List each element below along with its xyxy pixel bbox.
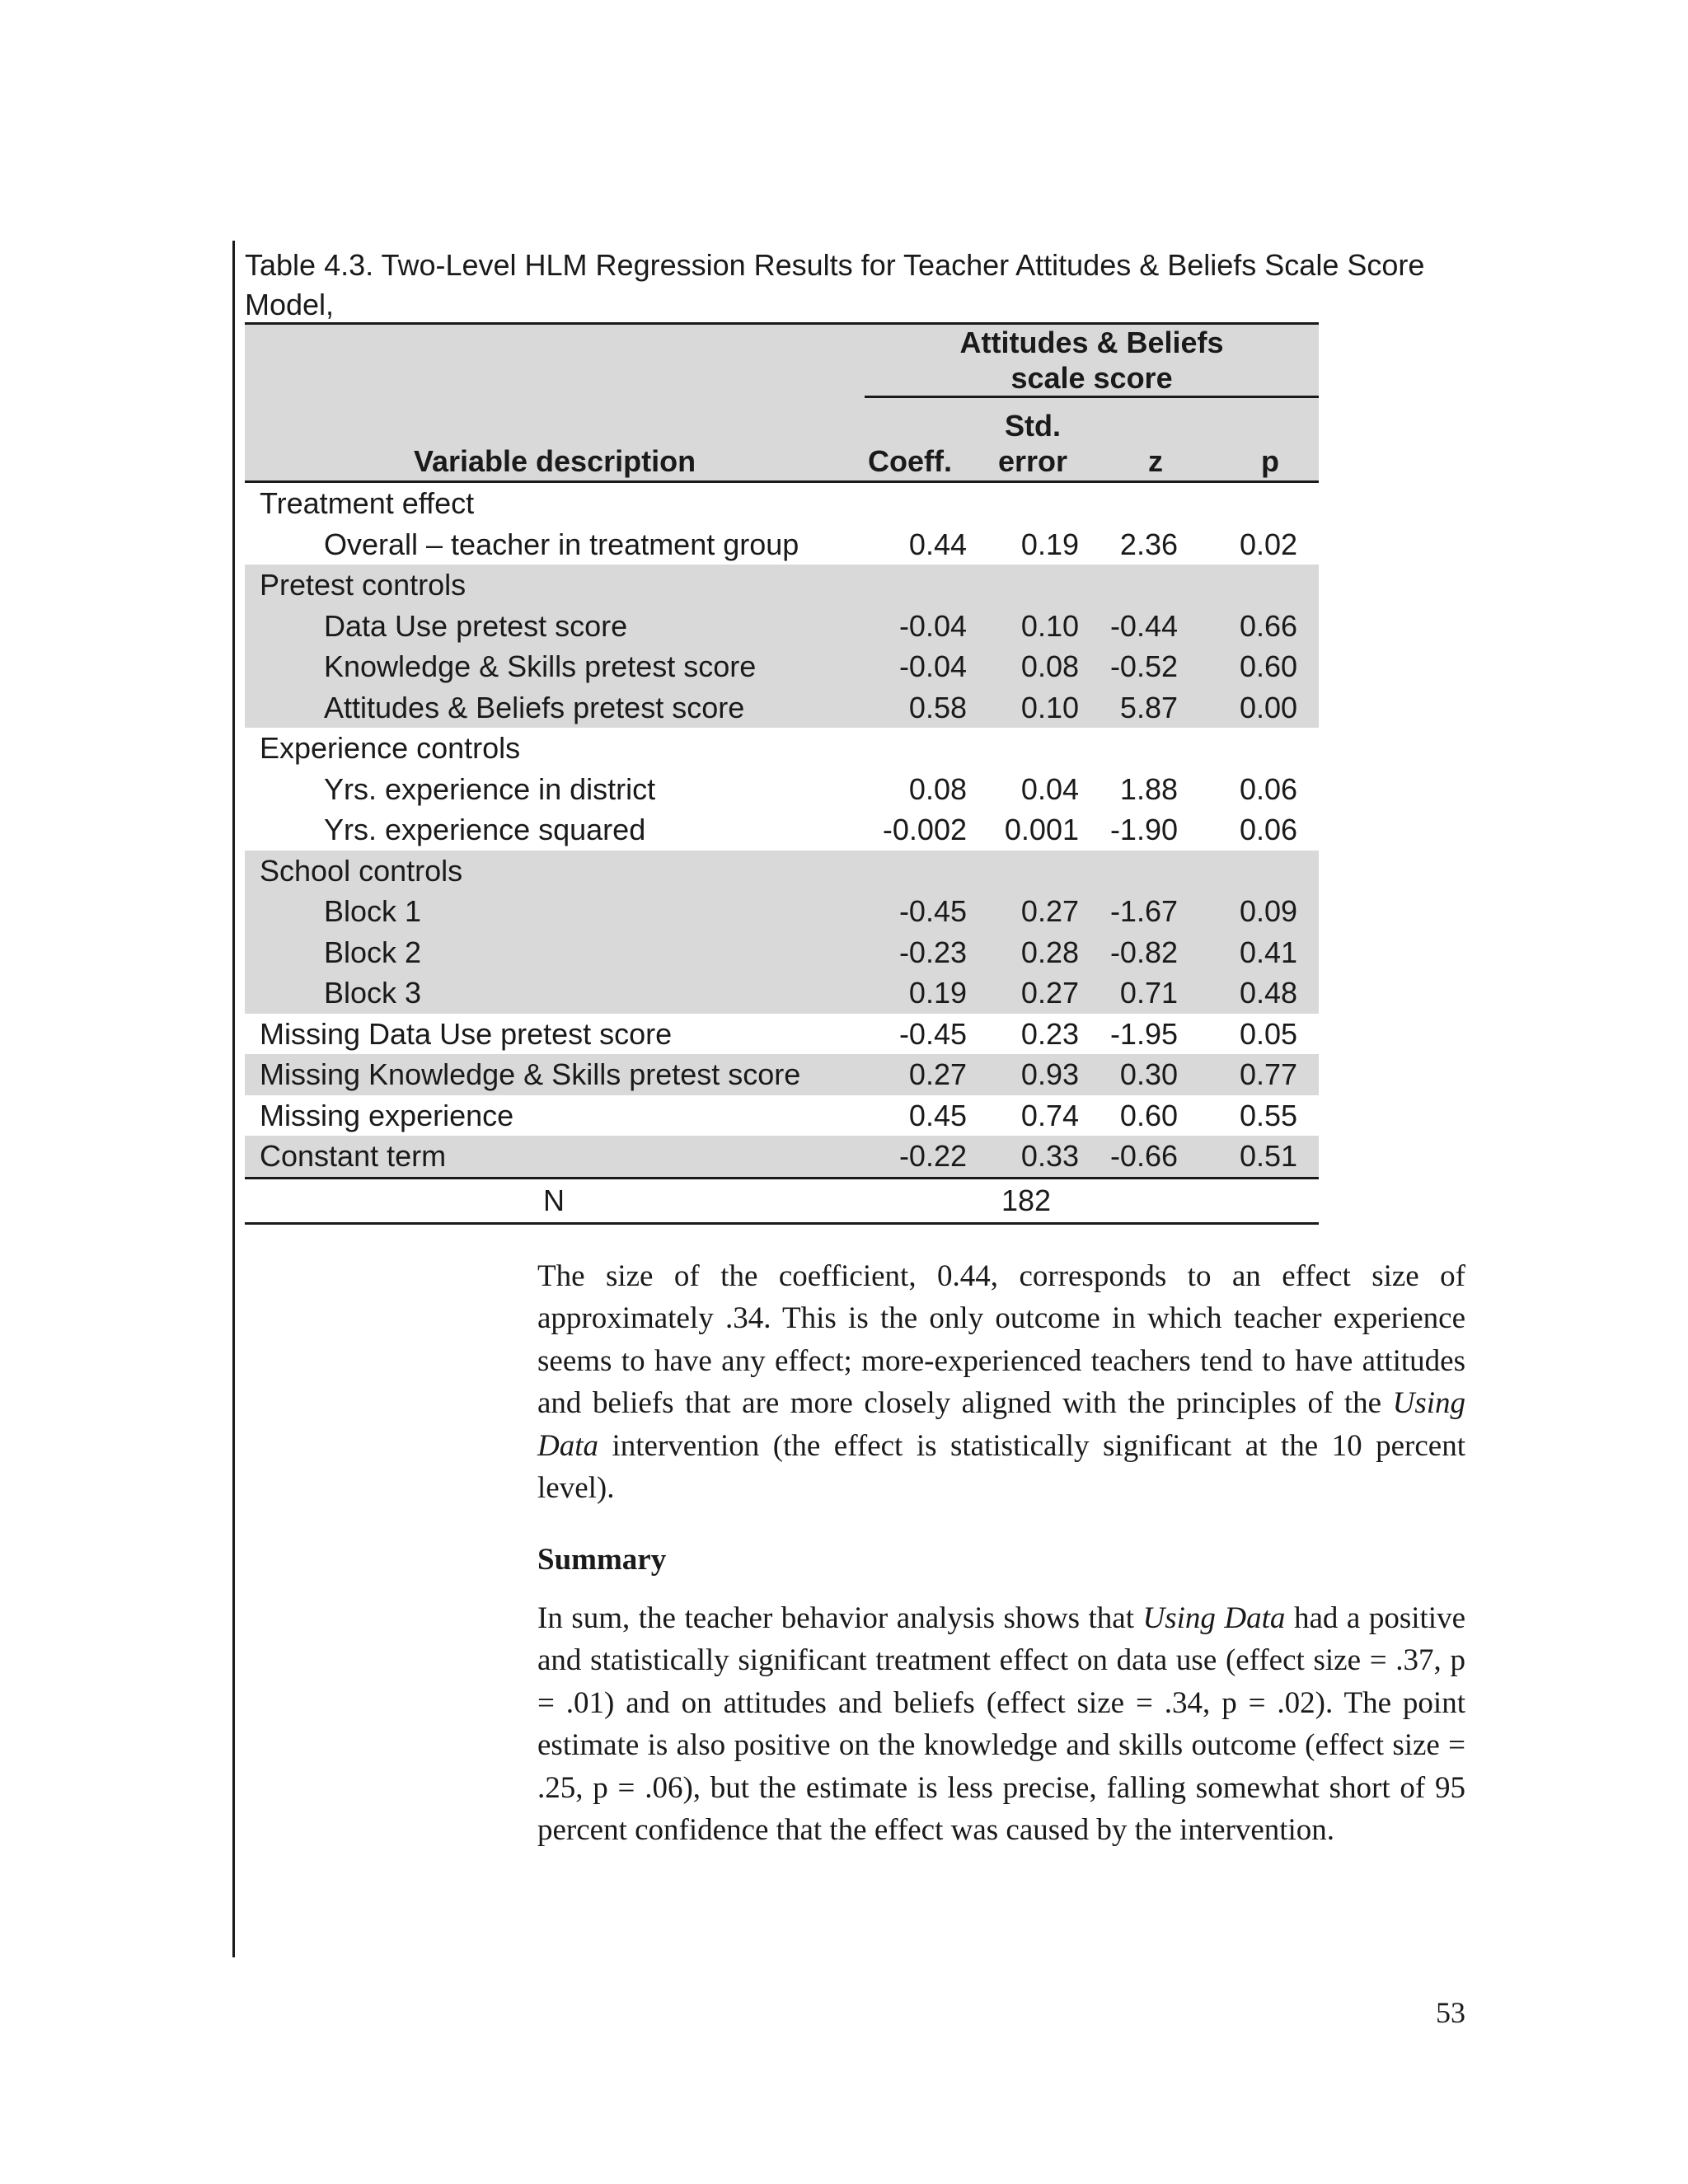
table-row — [245, 1054, 1319, 1095]
cell-p: 0.77 — [1188, 1054, 1319, 1095]
body-paragraph-1: The size of the coefficient, 0.44, corresponds to an effect size of approximately .34. This is the only outcome in which teacher experience seems to have any effect; more-experienced teachers tend to have attitudes and beliefs that are more closely aligned with the principles of the Using Data intervention (the effect is statistically significant at the 10 percent level). — [537, 1259, 1465, 1506]
table-row — [245, 646, 1319, 687]
row-label: Treatment effect — [260, 486, 475, 520]
table-row — [245, 606, 1319, 647]
cell-std-error: 0.23 — [1020, 1016, 1079, 1051]
cell-z: -1.90 — [1109, 813, 1178, 846]
cell-z — [1087, 565, 1188, 606]
cell-std-error — [972, 482, 1087, 524]
regression-results-table — [245, 322, 1319, 1225]
cell-std-error — [972, 728, 1087, 769]
cell-p: 0.05 — [1239, 1016, 1298, 1051]
cell-z: 1.88 — [1119, 771, 1178, 806]
row-label: Attitudes & Beliefs pretest score — [245, 687, 865, 729]
table-row — [245, 809, 1319, 851]
caption-line-1: Table 4.3. Two-Level HLM Regression Results for Teacher Attitudes & Beliefs Scale Score Model, — [245, 248, 1425, 321]
cell-coeff — [865, 565, 972, 606]
cell-std-error: 0.27 — [972, 972, 1087, 1014]
table-row — [245, 565, 1319, 606]
cell-std-error: 0.08 — [972, 646, 1087, 687]
table-row — [245, 851, 1319, 892]
cell-std-error: 0.28 — [972, 932, 1087, 973]
col-header-std-error: Std. error — [972, 397, 1087, 482]
header-blank-cell — [245, 324, 865, 397]
cell-p: 0.60 — [1188, 646, 1319, 687]
cell-z: 5.87 — [1087, 687, 1188, 729]
cell-z — [1087, 728, 1188, 769]
cell-p: 0.41 — [1188, 932, 1319, 973]
row-label: Missing experience — [260, 1098, 514, 1132]
row-label: Block 2 — [245, 932, 865, 973]
n-blank-cell — [1188, 1178, 1319, 1223]
table-row — [245, 1095, 1319, 1137]
cell-p — [1188, 482, 1319, 524]
row-label: Overall – teacher in treatment group — [324, 527, 799, 561]
cell-p — [1188, 851, 1319, 892]
row-label: Yrs. experience squared — [324, 813, 646, 846]
section-heading-summary: Summary — [537, 1543, 667, 1577]
row-label: School controls — [245, 851, 865, 892]
cell-p — [1188, 565, 1319, 606]
table-row — [245, 1014, 1319, 1055]
cell-p: 0.06 — [1239, 813, 1298, 846]
cell-p — [1188, 728, 1319, 769]
cell-z: -0.66 — [1087, 1136, 1188, 1178]
cell-std-error — [972, 851, 1087, 892]
cell-std-error: 0.93 — [972, 1054, 1087, 1095]
col-header-variable: Variable description — [245, 397, 865, 482]
cell-std-error: 0.04 — [1020, 771, 1079, 806]
cell-coeff: 0.27 — [865, 1054, 972, 1095]
cell-coeff: 0.45 — [908, 1098, 967, 1132]
row-label: Missing Knowledge & Skills pretest score — [245, 1054, 865, 1095]
cell-coeff: -0.23 — [865, 932, 972, 973]
cell-z: -0.82 — [1087, 932, 1188, 973]
group-header: Attitudes & Beliefs scale score — [865, 324, 1319, 397]
table-row — [245, 728, 1319, 769]
body-paragraph-2: In sum, the teacher behavior analysis shows that Using Data had a positive and statistically significant treatment effect on data use (effect size = .37, p = .01) and on attitudes and beliefs (effect size = .34, p = .02). The point estimate is also positive on the knowledge and skills outcome (effect size = .25, p = .06), but the estimate is less precise, falling somewhat short of 95 percent confidence that the effect was caused by the intervention. — [537, 1601, 1465, 1848]
row-label: Pretest controls — [245, 565, 865, 606]
cell-std-error: 0.001 — [1004, 813, 1079, 846]
cell-coeff: -0.002 — [882, 813, 967, 846]
cell-z — [1087, 482, 1188, 524]
cell-z: 0.60 — [1119, 1098, 1178, 1132]
page-number: 53 — [1436, 1996, 1465, 2029]
cell-std-error: 0.74 — [1020, 1098, 1079, 1132]
n-value: 182 — [865, 1178, 1188, 1223]
table-row — [245, 687, 1319, 729]
cell-z: -1.67 — [1087, 891, 1188, 932]
cell-p: 0.51 — [1188, 1136, 1319, 1178]
cell-coeff: -0.45 — [865, 891, 972, 932]
row-label: Knowledge & Skills pretest score — [245, 646, 865, 687]
table-row — [245, 482, 1319, 524]
col-header-coeff: Coeff. — [865, 397, 972, 482]
cell-coeff: 0.19 — [865, 972, 972, 1014]
cell-z: -0.44 — [1087, 606, 1188, 647]
cell-std-error — [972, 565, 1087, 606]
cell-p: 0.55 — [1239, 1098, 1298, 1132]
margin-rule — [232, 241, 235, 1957]
table-row — [245, 972, 1319, 1014]
col-header-p: p — [1188, 397, 1319, 482]
row-label: Block 1 — [245, 891, 865, 932]
row-label: Data Use pretest score — [245, 606, 865, 647]
cell-coeff: 0.08 — [908, 771, 967, 806]
header-row-group — [245, 324, 1319, 397]
cell-p: 0.48 — [1188, 972, 1319, 1014]
sample-size-row — [245, 1178, 1319, 1223]
cell-p: 0.09 — [1188, 891, 1319, 932]
cell-p: 0.02 — [1239, 527, 1298, 561]
row-label: Experience controls — [260, 731, 521, 765]
cell-std-error: 0.10 — [972, 606, 1087, 647]
row-label: Missing Data Use pretest score — [260, 1016, 673, 1051]
header-row-columns — [245, 397, 1319, 482]
cell-coeff: 0.44 — [908, 527, 967, 561]
cell-z: 2.36 — [1119, 527, 1178, 561]
cell-z — [1087, 851, 1188, 892]
cell-coeff: 0.58 — [865, 687, 972, 729]
col-header-z: z — [1087, 397, 1188, 482]
cell-coeff — [865, 482, 972, 524]
emphasis-using-data: Using Data — [1142, 1601, 1286, 1635]
row-label: Yrs. experience in district — [324, 771, 656, 806]
n-label: N — [245, 1178, 865, 1223]
row-label: Block 3 — [245, 972, 865, 1014]
cell-std-error: 0.27 — [972, 891, 1087, 932]
cell-std-error: 0.19 — [1020, 527, 1079, 561]
table-row — [245, 524, 1319, 565]
cell-coeff: -0.22 — [865, 1136, 972, 1178]
cell-coeff — [865, 851, 972, 892]
table-row — [245, 932, 1319, 973]
cell-z: -1.95 — [1109, 1016, 1178, 1051]
cell-coeff: -0.04 — [865, 606, 972, 647]
cell-z: 0.71 — [1087, 972, 1188, 1014]
cell-std-error: 0.33 — [972, 1136, 1087, 1178]
row-label: Constant term — [245, 1136, 865, 1178]
table-row — [245, 769, 1319, 810]
table-row — [245, 1136, 1319, 1178]
emphasis-using-data: Using Data — [537, 1386, 1465, 1463]
cell-coeff: -0.45 — [898, 1016, 967, 1051]
table-row — [245, 891, 1319, 932]
cell-coeff — [865, 728, 972, 769]
cell-p: 0.00 — [1188, 687, 1319, 729]
cell-z: 0.30 — [1087, 1054, 1188, 1095]
cell-coeff: -0.04 — [865, 646, 972, 687]
cell-z: -0.52 — [1087, 646, 1188, 687]
cell-p: 0.66 — [1188, 606, 1319, 647]
cell-p: 0.06 — [1239, 771, 1298, 806]
cell-std-error: 0.10 — [972, 687, 1087, 729]
